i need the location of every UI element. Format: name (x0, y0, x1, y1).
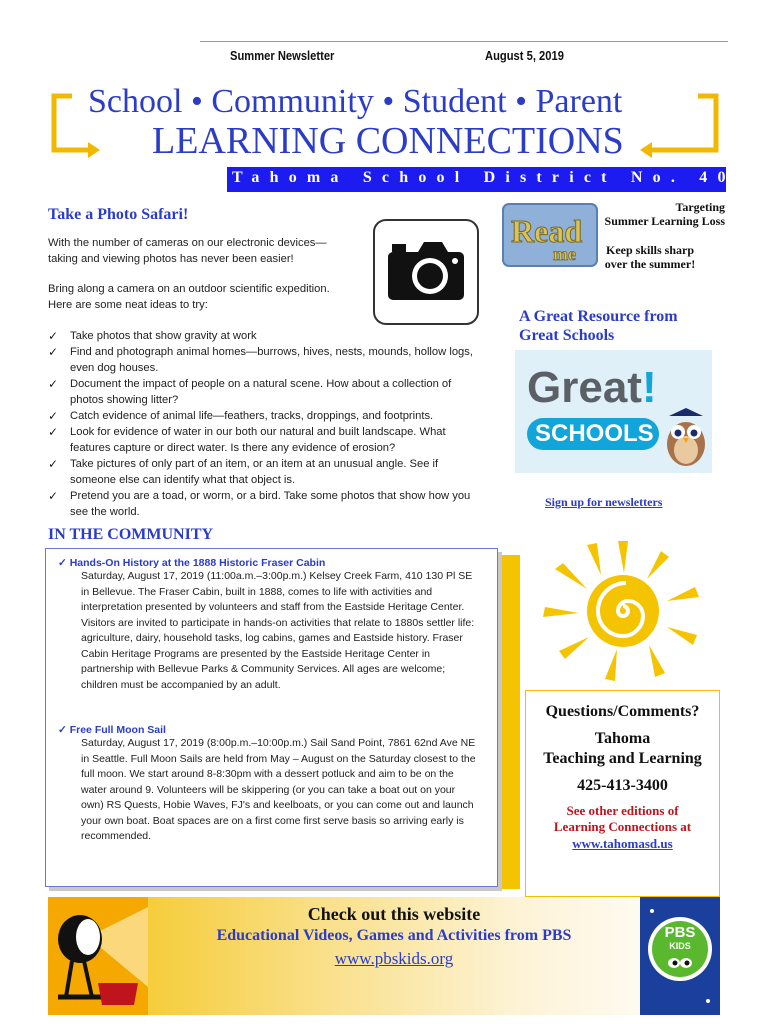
sun-icon (535, 535, 715, 685)
list-item: ✓ Document the impact of people on a natural scene. How about a collection of photos showing litter? (48, 376, 478, 408)
safari-intro: With the number of cameras on our electronic devices—taking and viewing photos has never been easier! (48, 237, 327, 265)
signup-link[interactable]: Sign up for newsletters (545, 495, 663, 509)
svg-text:me: me (553, 244, 576, 264)
masthead-tagline: School • Community • Student • Parent (88, 83, 623, 120)
gs-exclaim: ! (641, 363, 657, 412)
org-line1: Tahoma (594, 730, 651, 747)
list-item: ✓ Find and photograph animal homes—burrows, hives, nests, mounds, hollow logs, even dog houses. (48, 344, 478, 376)
spotlight-panel (48, 897, 148, 1015)
district-name: Tahoma School District No. 409 (232, 169, 754, 186)
list-item: ✓ Look for evidence of water in our both our natural and built landscape. What features capture or direct water. Is there any evidence of erosion? (48, 424, 478, 456)
footer-subtitle: Educational Videos, Games and Activities from PBS (216, 927, 572, 944)
questions-heading: Questions/Comments? (545, 703, 700, 720)
masthead-title: LEARNING CONNECTIONS (152, 120, 624, 162)
header-rule (200, 41, 728, 42)
kids-text: KIDS (669, 941, 691, 951)
see-editions-1: See other editions of (566, 803, 679, 818)
keep-skills-line1: Keep skills sharp (605, 243, 695, 257)
pbs-kids-logo (640, 897, 720, 1015)
event-2: ✓ Free Full Moon Sail Saturday, August 17, 2019 (8:00p.m.–10:00p.m.) Sail Sand Point, 7861 62nd Ave NE in Seattle. Full Moon Sails are held from May – August on the Saturday closest to the full moon. We start around 8-8:30pm with a dessert potluck and aim to be on the water around 9. Volunteers will be skippering (or you can take a boat out on your own) RS Quests, Hobie Waves, FJ's and keelboats, or you can come out and launch your own boat. Boat spaces are on a first come first serve basis so arriving early is recommended. (58, 724, 478, 845)
event-1-body: Saturday, August 17, 2019 (11:00a.m.–3:00p.m.) Kelsey Creek Farm, 410 130 Pl SE in Bellevue. The Fraser Cabin, built in 1888, comes to life with activities and interpretation presented by volunteers and staff from the Eastside Heritage Center. Visitors are invited to participate in hands-on activities that relate to 1880s settler life: agriculture, dairy, household tasks, log cabins, games and Eastside history. Fraser Cabin Heritage Programs are presented by the Eastside Heritage Center in partnership with Bellevue Parks & Community Services. All ages are welcome; children must be accompanied by an adult. (81, 570, 475, 691)
event-2-body: Saturday, August 17, 2019 (8:00p.m.–10:00p.m.) Sail Sand Point, 7861 62nd Ave NE in Seattle. Full Moon Sails are held from May – August on the Saturday closest to the full moon. We start around 8-8:30pm with a dessert potluck and aim to be on the water around 9. Volunteers will be skippering (or you can take a boat out on your own) RS Quests, Hobie Waves, FJ's and keelboats, or you can come out and launch your own boat. Boat spaces are on a first come first serve basis so arriving early is recommended. (81, 737, 476, 842)
list-item: ✓ Take pictures of only part of an item, or an item at an unusual angle. See if someone else can identify what that object is. (48, 456, 478, 488)
great-schools-logo (515, 350, 712, 473)
org-line2: Teaching and Learning (543, 750, 702, 767)
pbs-text: PBS (664, 924, 696, 941)
community-title: IN THE COMMUNITY (48, 526, 214, 543)
pbskids-link[interactable]: www.pbskids.org (334, 949, 454, 968)
gs-schools-text: SCHOOLS (535, 420, 654, 447)
read-me-logo (501, 200, 601, 270)
list-item: ✓ Take photos that show gravity at work (48, 328, 478, 344)
event-2-title: Free Full Moon Sail (69, 724, 166, 736)
community-box (45, 548, 498, 887)
spotlight-icon (48, 897, 148, 1015)
newsletter-date: August 5, 2019 (485, 48, 564, 63)
phone-number: 425-413-3400 (577, 777, 668, 794)
gs-great-text: Great (527, 363, 642, 412)
list-item: ✓ Catch evidence of animal life—feathers, tracks, droppings, and footprints. (48, 408, 478, 424)
footer-heading: Check out this website (307, 904, 481, 924)
right-bracket-arrow-icon (638, 92, 720, 162)
event-1: ✓ Hands-On History at the 1888 Historic Fraser Cabin Saturday, August 17, 2019 (11:00a.m.–3:00p.m.) Kelsey Creek Farm, 410 130 Pl SE in Bellevue. The Fraser Cabin, built in 1888, comes to life with activities and interpretation presented by volunteers and staff from the Eastside Heritage Center. Visitors are invited to participate in hands-on activities that relate to 1880s settler life: agriculture, dairy, household tasks, log cabins, games and Eastside history. Fraser Cabin Heritage Programs are presented by the Eastside Heritage Center in partnership with Bellevue Parks & Community Services. All ages are welcome; children must be accompanied by an adult. (58, 557, 478, 693)
keep-skills-line2: over the summer! (604, 257, 696, 271)
see-editions-2: Learning Connections at (553, 819, 692, 834)
pbs-kids-icon (640, 897, 720, 1015)
svg-text:Read: Read (511, 213, 583, 249)
list-item: ✓ Pretend you are a toad, or worm, or a bird. Take some photos that show how you see the world. (48, 488, 478, 520)
resource-title: A Great Resource from Great Schools (519, 308, 678, 344)
safari-title: Take a Photo Safari! (48, 206, 189, 223)
tahomasd-link[interactable]: www.tahomasd.us (572, 836, 673, 851)
owl-icon (663, 408, 709, 468)
newsletter-label: Summer Newsletter (230, 48, 335, 63)
safari-list (48, 328, 478, 520)
questions-box (525, 690, 720, 897)
safari-intro-2: Bring along a camera on an outdoor scientific expedition. Here are some neat ideas to try: (48, 283, 330, 311)
summer-loss-label: Summer Learning Loss (604, 214, 725, 228)
camera-icon (370, 216, 482, 328)
targeting-label: Targeting (675, 200, 725, 214)
event-1-title: Hands-On History at the 1888 Historic Fraser Cabin (69, 557, 326, 569)
